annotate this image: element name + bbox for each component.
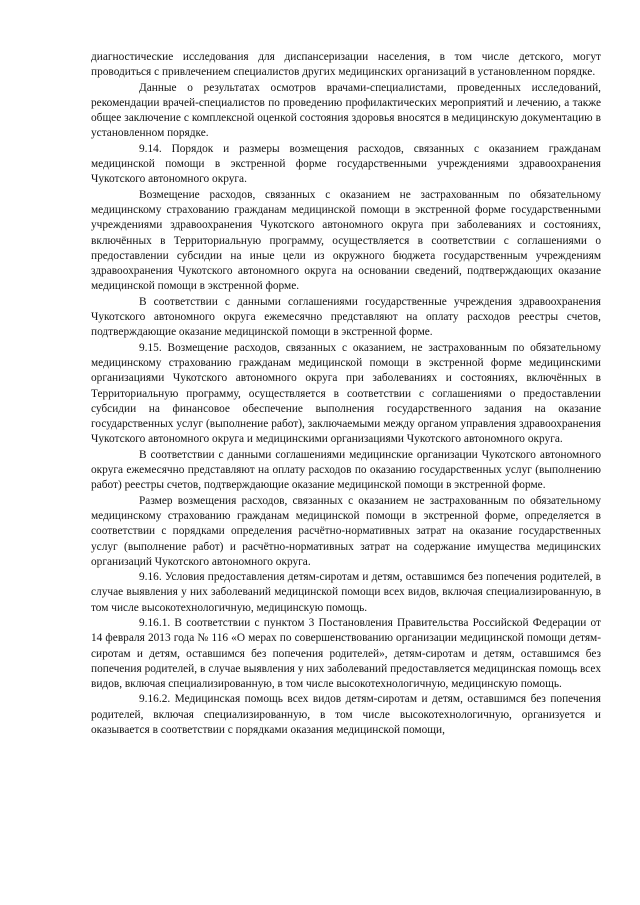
section-9-16-heading: 9.16. Условия предоставления детям-сиротам и детям, оставшимся без попечения родителей, в случае выявления у них заболеваний медицинской помощи всех видов, включая специализированную, в том числе высокотехнологичную, медицинскую помощь. (91, 571, 601, 614)
paragraph-exam-results: Данные о результатах осмотров врачами-специалистами, проведенных исследований, рекомендации врачей-специалистов по проведению профилактических мероприятий и лечению, а также общее заключение с комплексной оценкой состояния здоровья вносятся в медицинскую документацию в установленном порядке. (91, 81, 601, 140)
paragraph-monthly-registers-organizations: В соответствии с данными соглашениями медицинские организации Чукотского автономного округа ежемесячно представляют на оплату расходов по оказанию государственных услуг (выполнению работ) реестры счетов, подтверждающие оказание медицинской помощи в экстренной форме. (91, 448, 601, 492)
section-9-16-1: 9.16.1. В соответствии с пунктом 3 Постановления Правительства Российской Федерации от 14 февраля 2013 года № 116 «О мерах по совершенствованию организации медицинской помощи детям-сиротам и детям, оставшимся без попечения родителей», детям-сиротам и детям, оставшимся без попечения родителей, в случае выявления у них заболеваний предоставляется медицинская помощь всех видов, включая специализированную, в том числе высокотехнологичную, медицинскую помощь. (91, 616, 601, 691)
document-page (91, 50, 601, 738)
section-9-15: 9.15. Возмещение расходов, связанных с оказанием, не застрахованным по обязательному медицинскому страхованию гражданам медицинской помощи в экстренной форме медицинскими организациями Чукотского автономного округа при заболеваниях и состояниях, включённых в Территориальную программу, осуществляется в соответствии с соглашениями о предоставлении субсидии на финансовое обеспечение выполнения государственного задания на оказание государственных услуг (выполнение работ), заключаемыми между органом управления здравоохранения Чукотского автономного округа и медицинскими организациями Чукотского автономного округа. (91, 341, 601, 446)
section-9-16-2: 9.16.2. Медицинская помощь всех видов детям-сиротам и детям, оставшимся без попечения родителей, включая специализированную, в том числе высокотехнологичную, организуется и оказывается в соответствии с порядками оказания медицинской помощи, (91, 693, 601, 737)
paragraph-reimbursement-amount: Размер возмещения расходов, связанных с оказанием не застрахованным по обязательному медицинскому страхованию гражданам медицинской помощи в экстренной форме, определяется в соответствии с порядками определения расчётно-нормативных затрат на оказание государственных услуг (выполнение работ) и расчётно-нормативных затрат на содержание имущества медицинских организаций Чукотского автономного округа. (91, 494, 601, 568)
paragraph-monthly-registers-institutions: В соответствии с данными соглашениями государственные учреждения здравоохранения Чукотского автономного округа ежемесячно представляют на оплату расходов реестры счетов, подтверждающие оказание медицинской помощи в экстренной форме. (91, 295, 601, 339)
paragraph-diagnostics: диагностические исследования для диспансеризации населения, в том числе детского, могут проводиться с привлечением специалистов других медицинских организаций в установленном порядке. (91, 51, 601, 79)
paragraph-reimbursement-institutions: Возмещение расходов, связанных с оказанием не застрахованным по обязательному медицинскому страхованию гражданам медицинской помощи в экстренной форме государственными учреждениями здравоохранения Чукотского автономного округа при заболеваниях и состояниях, включённых в Территориальную программу, осуществляется в соответствии с соглашениями о предоставлении субсидии на иные цели из окружного бюджета государственным учреждениям здравоохранения Чукотского автономного округа на основании сведений, подтверждающих оказание медицинской помощи в экстренной форме. (91, 188, 601, 293)
section-9-14-heading: 9.14. Порядок и размеры возмещения расходов, связанных с оказанием гражданам медицинской помощи в экстренной форме государственными учреждениями здравоохранения Чукотского автономного округа. (91, 142, 601, 186)
